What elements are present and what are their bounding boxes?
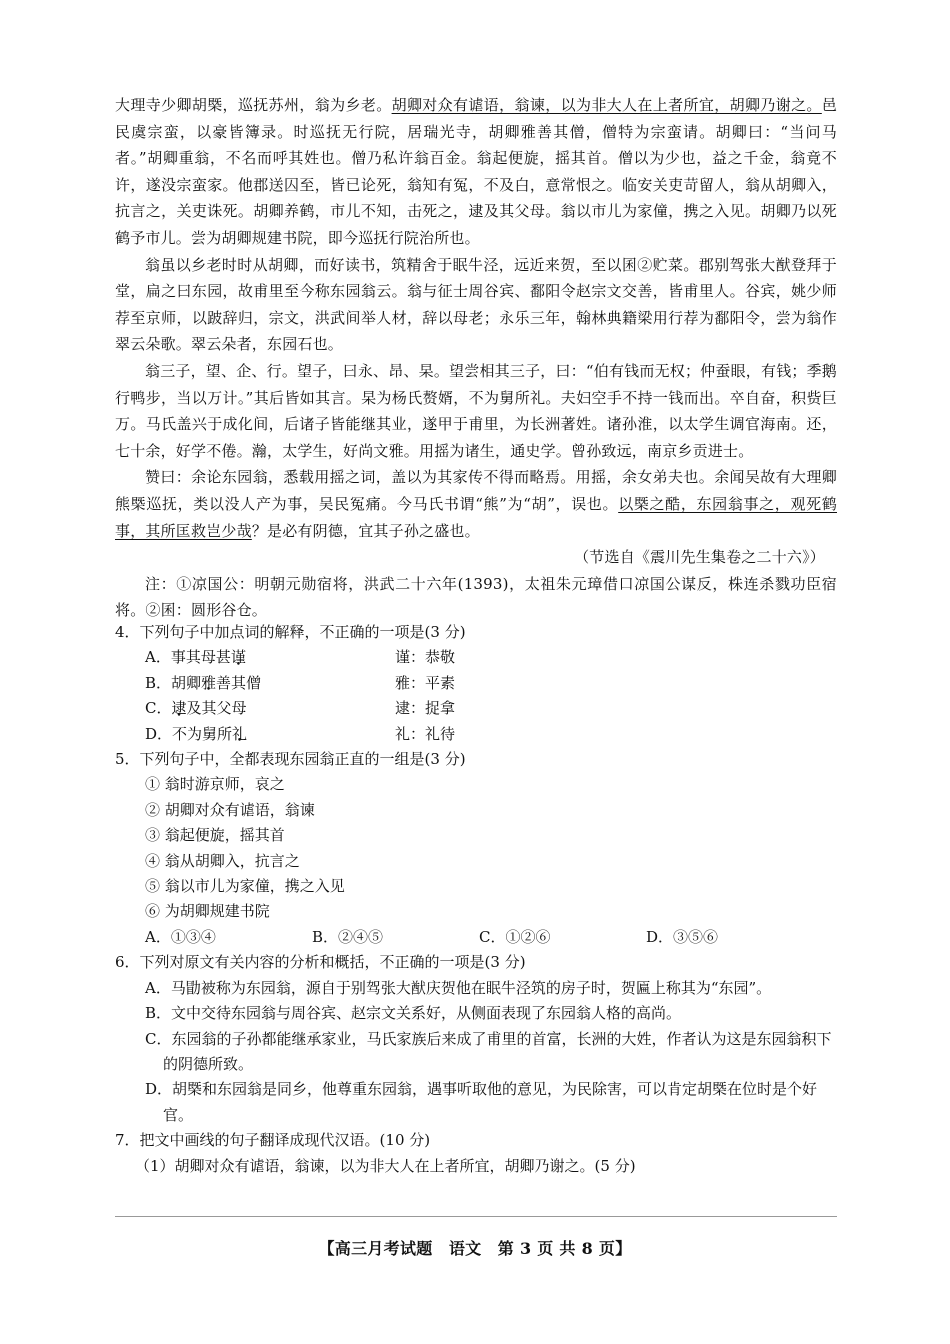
choice-d: D．③⑤⑥ — [646, 927, 719, 946]
question-5-stem: 5．下列句子中，全都表现东园翁正直的一组是(3 分) — [115, 750, 466, 769]
question-5-item: ② 胡卿对众有谑语，翁谏 — [145, 800, 315, 819]
question-7-sub-1: （1）胡卿对众有谑语，翁谏，以为非大人在上者所宜，胡卿乃谢之。(5 分) — [135, 1156, 636, 1175]
dotted-word: 谨 — [230, 648, 246, 667]
footer-divider — [115, 1216, 837, 1217]
choice-a: A．①③④ — [145, 927, 216, 946]
dotted-word: 逮 — [171, 699, 187, 718]
question-4-stem: 4．下列句子中加点词的解释，不正确的一项是(3 分) — [115, 623, 466, 641]
source-citation: （节选自《震川先生集卷之二十六》） — [574, 548, 825, 567]
question-5-item: ⑤ 翁以市儿为家僮，携之入见 — [145, 877, 345, 896]
question-4-option-c: C．逮及其父母 逮：捉拿 — [145, 699, 456, 718]
passage-paragraph-4: 赞曰：余论东园翁，悉载用摇之词，盖以为其家传不得而略焉。用摇，余女弟夫也。余闻吴故有大理卿熊槩巡抚，类以没人产为事，吴民冤痛。今马氏书谓“熊”为“胡”，误也。以槩之酷，东园翁事之，观死鹤事，其所匡救岂少哉？是必有阴德，宜其子孙之盛也。 — [115, 468, 837, 540]
question-5-choices — [115, 925, 837, 950]
question-6-option-a: A．马勖被称为东园翁，源自于别驾张大猷庆贺他在眠牛泾筑的房子时，贺匾上称其为“东园”。 — [145, 978, 772, 997]
question-5-item: ① 翁时游京师，哀之 — [145, 775, 285, 794]
question-5-item: ④ 翁从胡卿入，抗言之 — [145, 851, 300, 870]
passage-paragraph-3: 翁三子，望、企、行。望子，曰永、昂、杲。望尝相其三子，曰：“伯有钱而无权；仲蚕眼，有钱；季鹅行鸭步，当以万计。”其后皆如其言。杲为杨氏赘婿，不为舅所礼。夫妇空手不持一钱而出。卒自奋，积赀巨万。马氏盖兴于成化间，后诸子皆能继其业，遂甲于甫里，为长洲著姓。诸孙淮，以太学生调官海南。还，七十余，好学不倦。瀚，太学生，好尚文雅。用摇为诸生，通史学。曾孙致远，南京乡贡进士。 — [115, 361, 837, 460]
question-6-option-c: C．东园翁的子孙都能继承家业，马氏家族后来成了甫里的首富，长洲的大姓，作者认为这是东园翁积下的阴德所致。 — [145, 1029, 832, 1073]
question-4-option-d: D．不为舅所礼 礼：礼待 — [145, 724, 456, 743]
question-4-option-a: A．事其母甚谨 谨：恭敬 — [145, 648, 456, 667]
classical-passage — [115, 92, 837, 624]
page-footer: 【高三月考试题 语文 第 3 页 共 8 页】 — [318, 1239, 632, 1258]
question-5-item: ⑥ 为胡卿规建书院 — [145, 902, 270, 921]
question-7-stem: 7．把文中画线的句子翻译成现代汉语。(10 分) — [115, 1131, 431, 1150]
underlined-sentence-2: 以槩之酷，东园翁事之，观死鹤事，其所匡救岂少哉 — [115, 494, 837, 540]
question-6-option-b: B．文中交待东园翁与周谷宾、赵宗文关系好，从侧面表现了东园翁人格的高尚。 — [145, 1004, 682, 1023]
choice-c: C．①②⑥ — [479, 927, 551, 946]
underlined-sentence-1: 胡卿对众有谑语，翁谏，以为非大人在上者所宜，胡卿乃谢之。 — [391, 96, 822, 114]
dotted-word: 雅 — [201, 673, 217, 692]
passage-paragraph-2: 翁虽以乡老时时从胡卿，而好读书，筑精舍于眠牛泾，远近来贺，至以囷②贮菜。郡别驾张大猷登拜于堂，扁之曰东园，故甫里至今称东园翁云。翁与征士周谷宾、鄱阳令赵宗文交善，皆甫里人。谷宾，姚少师荐至京师，以跛辞归，宗文，洪武间举人材，辞以母老；永乐三年，翰林典籍梁用行荐为鄱阳令，尝为翁作翠云朵歌。翠云朵者，东园石也。 — [115, 255, 837, 354]
questions-section — [115, 620, 837, 1179]
choice-b: B．②④⑤ — [312, 927, 384, 946]
footnotes: 注：①凉国公：明朝元勋宿将，洪武二十六年(1393)，太祖朱元璋借口凉国公谋反，株连杀戮功臣宿将。②囷：圆形谷仓。 — [115, 574, 837, 620]
passage-paragraph-1: 大理寺少卿胡槩，巡抚苏州，翁为乡老。胡卿对众有谑语，翁谏，以为非大人在上者所宜，胡卿乃谢之。邑民虞宗蛮，以豪皆簿录。时巡抚无行院，居瑞光寺，胡卿雅善其僧，僧特为宗蛮请。胡卿曰：“当问马者。”胡卿重翁，不名而呼其姓也。僧乃私许翁百金。翁起便旋，摇其首。僧以为少也，益之千金，翁竟不许，遂没宗蛮家。他郡送囚至，皆已论死，翁知有冤，不及白，意常恨之。临安关吏苛留人，翁从胡卿入，抗言之，关吏诛死。胡卿养鹤，市儿不知，击死之，逮及其父母。翁以市儿为家僮，携之入见。胡卿乃以死鹤予市儿。尝为胡卿规建书院，即今巡抚行院治所也。 — [115, 96, 837, 247]
question-4-option-b: B．胡卿雅善其僧 雅：平素 — [145, 673, 456, 692]
dotted-word: 礼 — [232, 724, 248, 743]
question-5-item: ③ 翁起便旋，摇其首 — [145, 826, 285, 845]
question-6-option-d: D．胡槩和东园翁是同乡，他尊重东园翁，遇事听取他的意见，为民除害，可以肯定胡槩在位时是个好官。 — [145, 1080, 818, 1124]
question-6-stem: 6．下列对原文有关内容的分析和概括，不正确的一项是(3 分) — [115, 953, 526, 972]
